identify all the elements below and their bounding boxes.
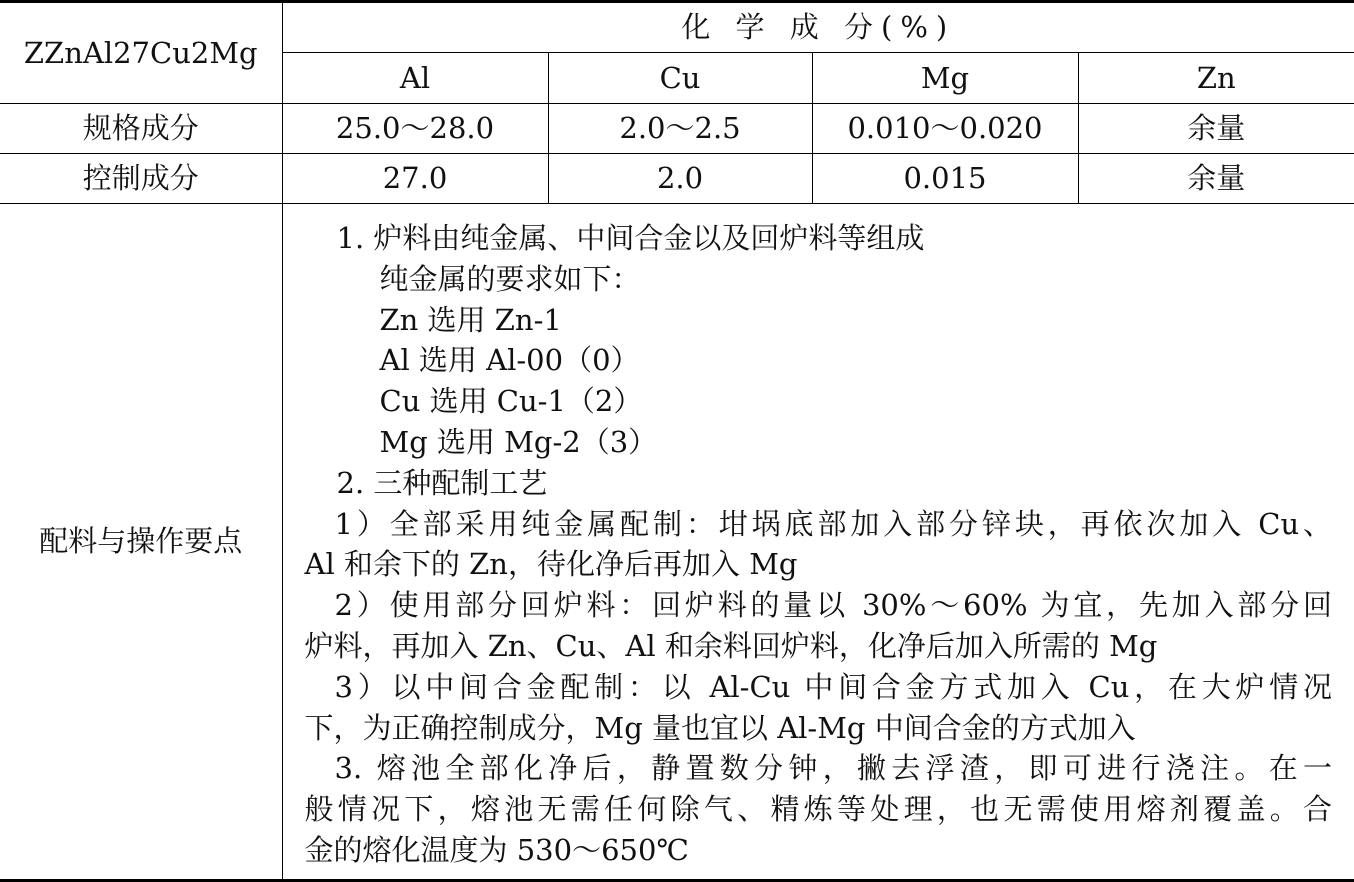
row-label-spec: 规格成分 bbox=[0, 104, 282, 154]
notes-line: 纯金属的要求如下： bbox=[379, 261, 641, 296]
notes-line: 1. 炉料由纯金属、中间合金以及回炉料等组成 bbox=[336, 221, 925, 255]
notes-line: Cu 选用 Cu-1（2） bbox=[379, 384, 643, 419]
table-row-notes bbox=[0, 204, 1354, 881]
spec-al: 25.0～28.0 bbox=[282, 104, 548, 154]
notes-line: Al 和余下的 Zn，待化净后再加入 Mg bbox=[304, 547, 798, 582]
element-header-al: Al bbox=[282, 53, 548, 104]
notes-body bbox=[283, 204, 1354, 871]
notes-line: 炉料，再加入 Zn、Cu、Al 和余料回炉料，化净后加入所需的 Mg bbox=[304, 628, 1158, 663]
control-al: 27.0 bbox=[282, 154, 548, 204]
control-mg: 0.015 bbox=[812, 154, 1078, 204]
control-zn: 余量 bbox=[1078, 154, 1354, 204]
element-header-cu: Cu bbox=[548, 53, 812, 104]
notes-line: Al 选用 Al-00（0） bbox=[379, 343, 640, 378]
notes-label: 配料与操作要点 bbox=[0, 204, 282, 881]
composition-title: 化 学 成 分(%) bbox=[282, 2, 1354, 53]
notes-line: 3. 熔池全部化净后，静置数分钟，撇去浮渣，即可进行浇注。在一 bbox=[334, 751, 1333, 786]
table-row-spec bbox=[0, 104, 1354, 154]
notes-line: Mg 选用 Mg-2（3） bbox=[379, 424, 658, 459]
header-row-title bbox=[0, 2, 1354, 53]
notes-line: 3）以中间合金配制：以 Al-Cu 中间合金方式加入 Cu，在大炉情况 bbox=[334, 669, 1333, 704]
spec-cu: 2.0～2.5 bbox=[548, 104, 812, 154]
notes-line: 1）全部采用纯金属配制：坩埚底部加入部分锌块，再依次加入 Cu、 bbox=[334, 506, 1333, 541]
element-header-zn: Zn bbox=[1078, 53, 1354, 104]
notes-cell bbox=[282, 204, 1354, 881]
notes-line: 2. 三种配制工艺 bbox=[336, 465, 548, 500]
control-cu: 2.0 bbox=[548, 154, 812, 204]
notes-line: 金的熔化温度为 530～650℃ bbox=[304, 832, 689, 867]
table-row-control bbox=[0, 154, 1354, 204]
element-header-mg: Mg bbox=[812, 53, 1078, 104]
notes-line: 般情况下，熔池无需任何除气、精炼等处理，也无需使用熔剂覆盖。合 bbox=[304, 792, 1333, 827]
alloy-name: ZZnAl27Cu2Mg bbox=[0, 2, 282, 104]
notes-line: 2）使用部分回炉料：回炉料的量以 30%～60% 为宜，先加入部分回 bbox=[334, 588, 1333, 623]
notes-line: 下，为正确控制成分，Mg 量也宜以 Al-Mg 中间合金的方式加入 bbox=[304, 710, 1136, 745]
spec-mg: 0.010～0.020 bbox=[812, 104, 1078, 154]
notes-line: Zn 选用 Zn-1 bbox=[379, 302, 562, 337]
row-label-control: 控制成分 bbox=[0, 154, 282, 204]
spec-zn: 余量 bbox=[1078, 104, 1354, 154]
